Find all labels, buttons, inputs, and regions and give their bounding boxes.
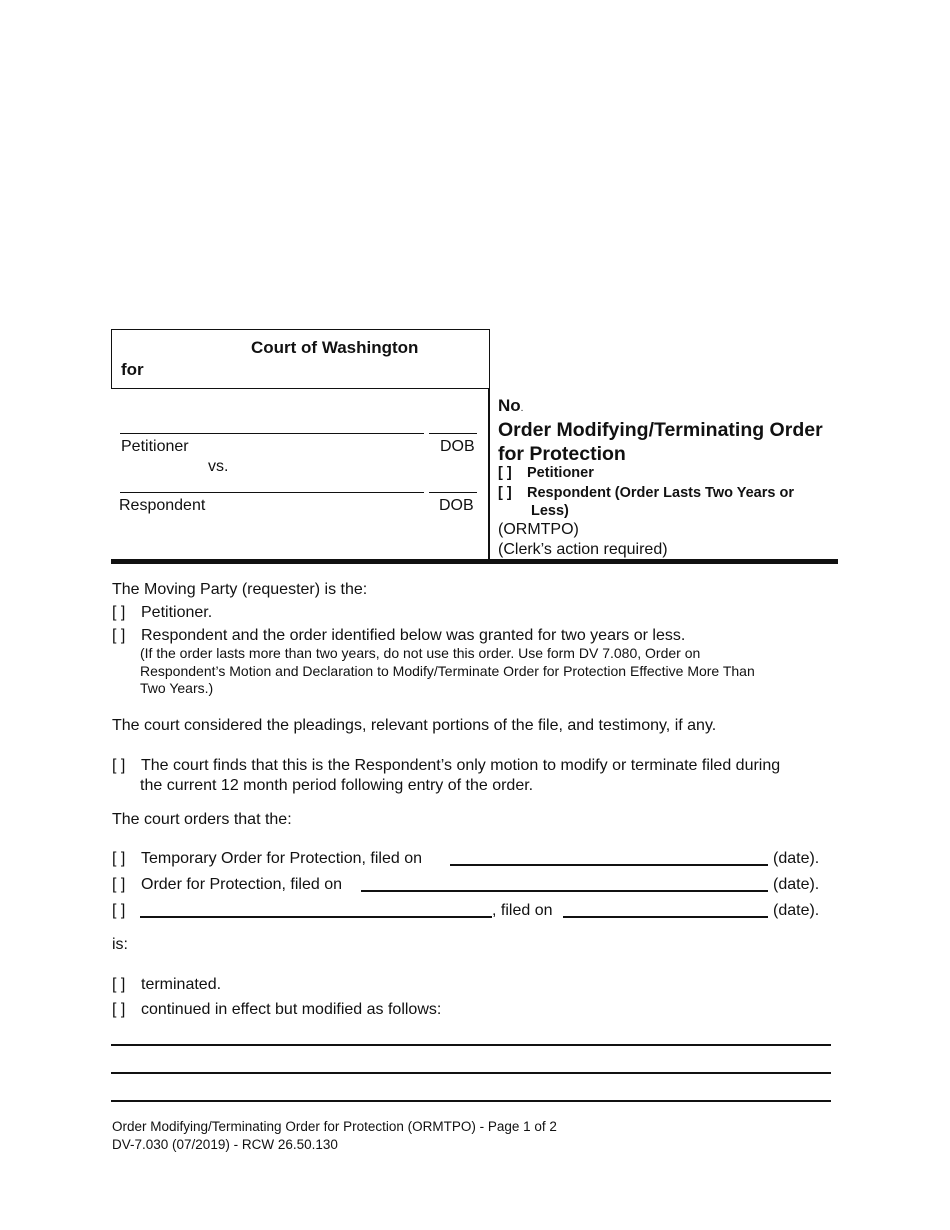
orders-intro: The court orders that the:	[112, 811, 292, 828]
petitioner-dob-label: DOB	[440, 438, 475, 455]
order-other-row	[112, 901, 832, 920]
respondent-dob-line	[429, 492, 477, 493]
form-title-line2: for Protection	[498, 443, 626, 465]
modification-line[interactable]	[111, 1072, 831, 1074]
clerk-note: (Clerk’s action required)	[498, 541, 668, 558]
moving-party-respondent-label: Respondent and the order identified below was granted for two years or less.	[141, 627, 686, 644]
modification-line[interactable]	[111, 1100, 831, 1102]
moving-party-petitioner-row	[112, 603, 212, 622]
order-full-checkbox[interactable]: [ ]	[112, 876, 126, 893]
case-number-label: No	[498, 396, 521, 415]
order-temp-row	[112, 849, 832, 868]
caption-bottom-rule	[111, 559, 838, 564]
finding-line2: the current 12 month period following entry of the order.	[140, 777, 534, 794]
vs-label: vs.	[208, 458, 229, 475]
respondent-note-line1: (If the order lasts more than two years, do not use this order. Use form DV 7.080, Order on	[140, 645, 701, 661]
modification-line[interactable]	[111, 1044, 831, 1046]
moving-party-respondent-checkbox[interactable]: [ ]	[112, 627, 126, 644]
case-number	[498, 396, 523, 419]
is-label: is:	[112, 936, 128, 953]
form-abbrev: (ORMTPO)	[498, 521, 579, 538]
order-full-date-blank[interactable]	[361, 890, 768, 892]
form-title-line1: Order Modifying/Terminating Order	[498, 419, 823, 441]
order-full-date-suffix: (date).	[773, 876, 820, 893]
order-other-date-suffix: (date).	[773, 902, 820, 919]
order-full-row	[112, 875, 832, 894]
moving-party-petitioner-label: Petitioner.	[141, 604, 213, 621]
order-other-date-blank[interactable]	[563, 916, 768, 918]
option-petitioner	[498, 465, 594, 482]
respondent-note-line2: Respondent’s Motion and Declaration to Modify/Terminate Order for Protection Effective More Than	[140, 662, 755, 679]
petitioner-label: Petitioner	[121, 438, 189, 455]
case-number-dot: .	[520, 403, 524, 414]
respondent-label: Respondent	[119, 497, 206, 514]
respondent-dob-label: DOB	[439, 497, 474, 514]
form-title	[498, 418, 823, 466]
terminated-label: terminated.	[141, 976, 222, 993]
moving-party-respondent-row	[112, 626, 685, 645]
order-full-label: Order for Protection, filed on	[141, 876, 342, 893]
option-respondent	[498, 484, 794, 520]
finding-row	[112, 756, 780, 796]
order-temp-checkbox[interactable]: [ ]	[112, 850, 126, 867]
respondent-note	[140, 645, 755, 698]
moving-party-petitioner-checkbox[interactable]: [ ]	[112, 604, 126, 621]
terminated-checkbox[interactable]: [ ]	[112, 976, 126, 993]
order-temp-date-suffix: (date).	[773, 850, 820, 867]
option-respondent-label-cont: Less)	[531, 503, 569, 519]
footer-line1: Order Modifying/Terminating Order for Protection (ORMTPO) - Page 1 of 2	[112, 1119, 557, 1134]
petitioner-dob-line	[429, 433, 477, 434]
continued-checkbox[interactable]: [ ]	[112, 1001, 126, 1018]
option-petitioner-checkbox[interactable]: [ ]	[498, 465, 512, 481]
caption-divider	[488, 388, 490, 560]
continued-label: continued in effect but modified as follows:	[141, 1001, 442, 1018]
order-temp-label: Temporary Order for Protection, filed on	[141, 850, 423, 867]
court-for-label: for	[121, 360, 144, 379]
petitioner-name-line	[120, 433, 424, 434]
order-other-filed-label: , filed on	[492, 902, 553, 919]
order-other-name-blank[interactable]	[140, 916, 492, 918]
court-considered: The court considered the pleadings, relevant portions of the file, and testimony, if any.	[112, 717, 717, 734]
option-respondent-checkbox[interactable]: [ ]	[498, 485, 512, 501]
court-title: Court of Washington	[251, 338, 419, 357]
order-temp-date-blank[interactable]	[450, 864, 768, 866]
footer	[112, 1118, 557, 1154]
order-other-checkbox[interactable]: [ ]	[112, 902, 126, 919]
continued-row	[112, 1000, 441, 1019]
moving-party-intro: The Moving Party (requester) is the:	[112, 581, 368, 598]
option-petitioner-label: Petitioner	[527, 465, 594, 481]
respondent-name-line	[120, 492, 424, 493]
footer-line2: DV-7.030 (07/2019) - RCW 26.50.130	[112, 1137, 338, 1152]
option-respondent-label: Respondent (Order Lasts Two Years or	[527, 485, 794, 501]
finding-line1: The court finds that this is the Respondent’s only motion to modify or terminate filed during	[141, 757, 781, 774]
finding-checkbox[interactable]: [ ]	[112, 757, 126, 774]
terminated-row	[112, 975, 221, 994]
respondent-note-line3: Two Years.)	[140, 680, 214, 696]
